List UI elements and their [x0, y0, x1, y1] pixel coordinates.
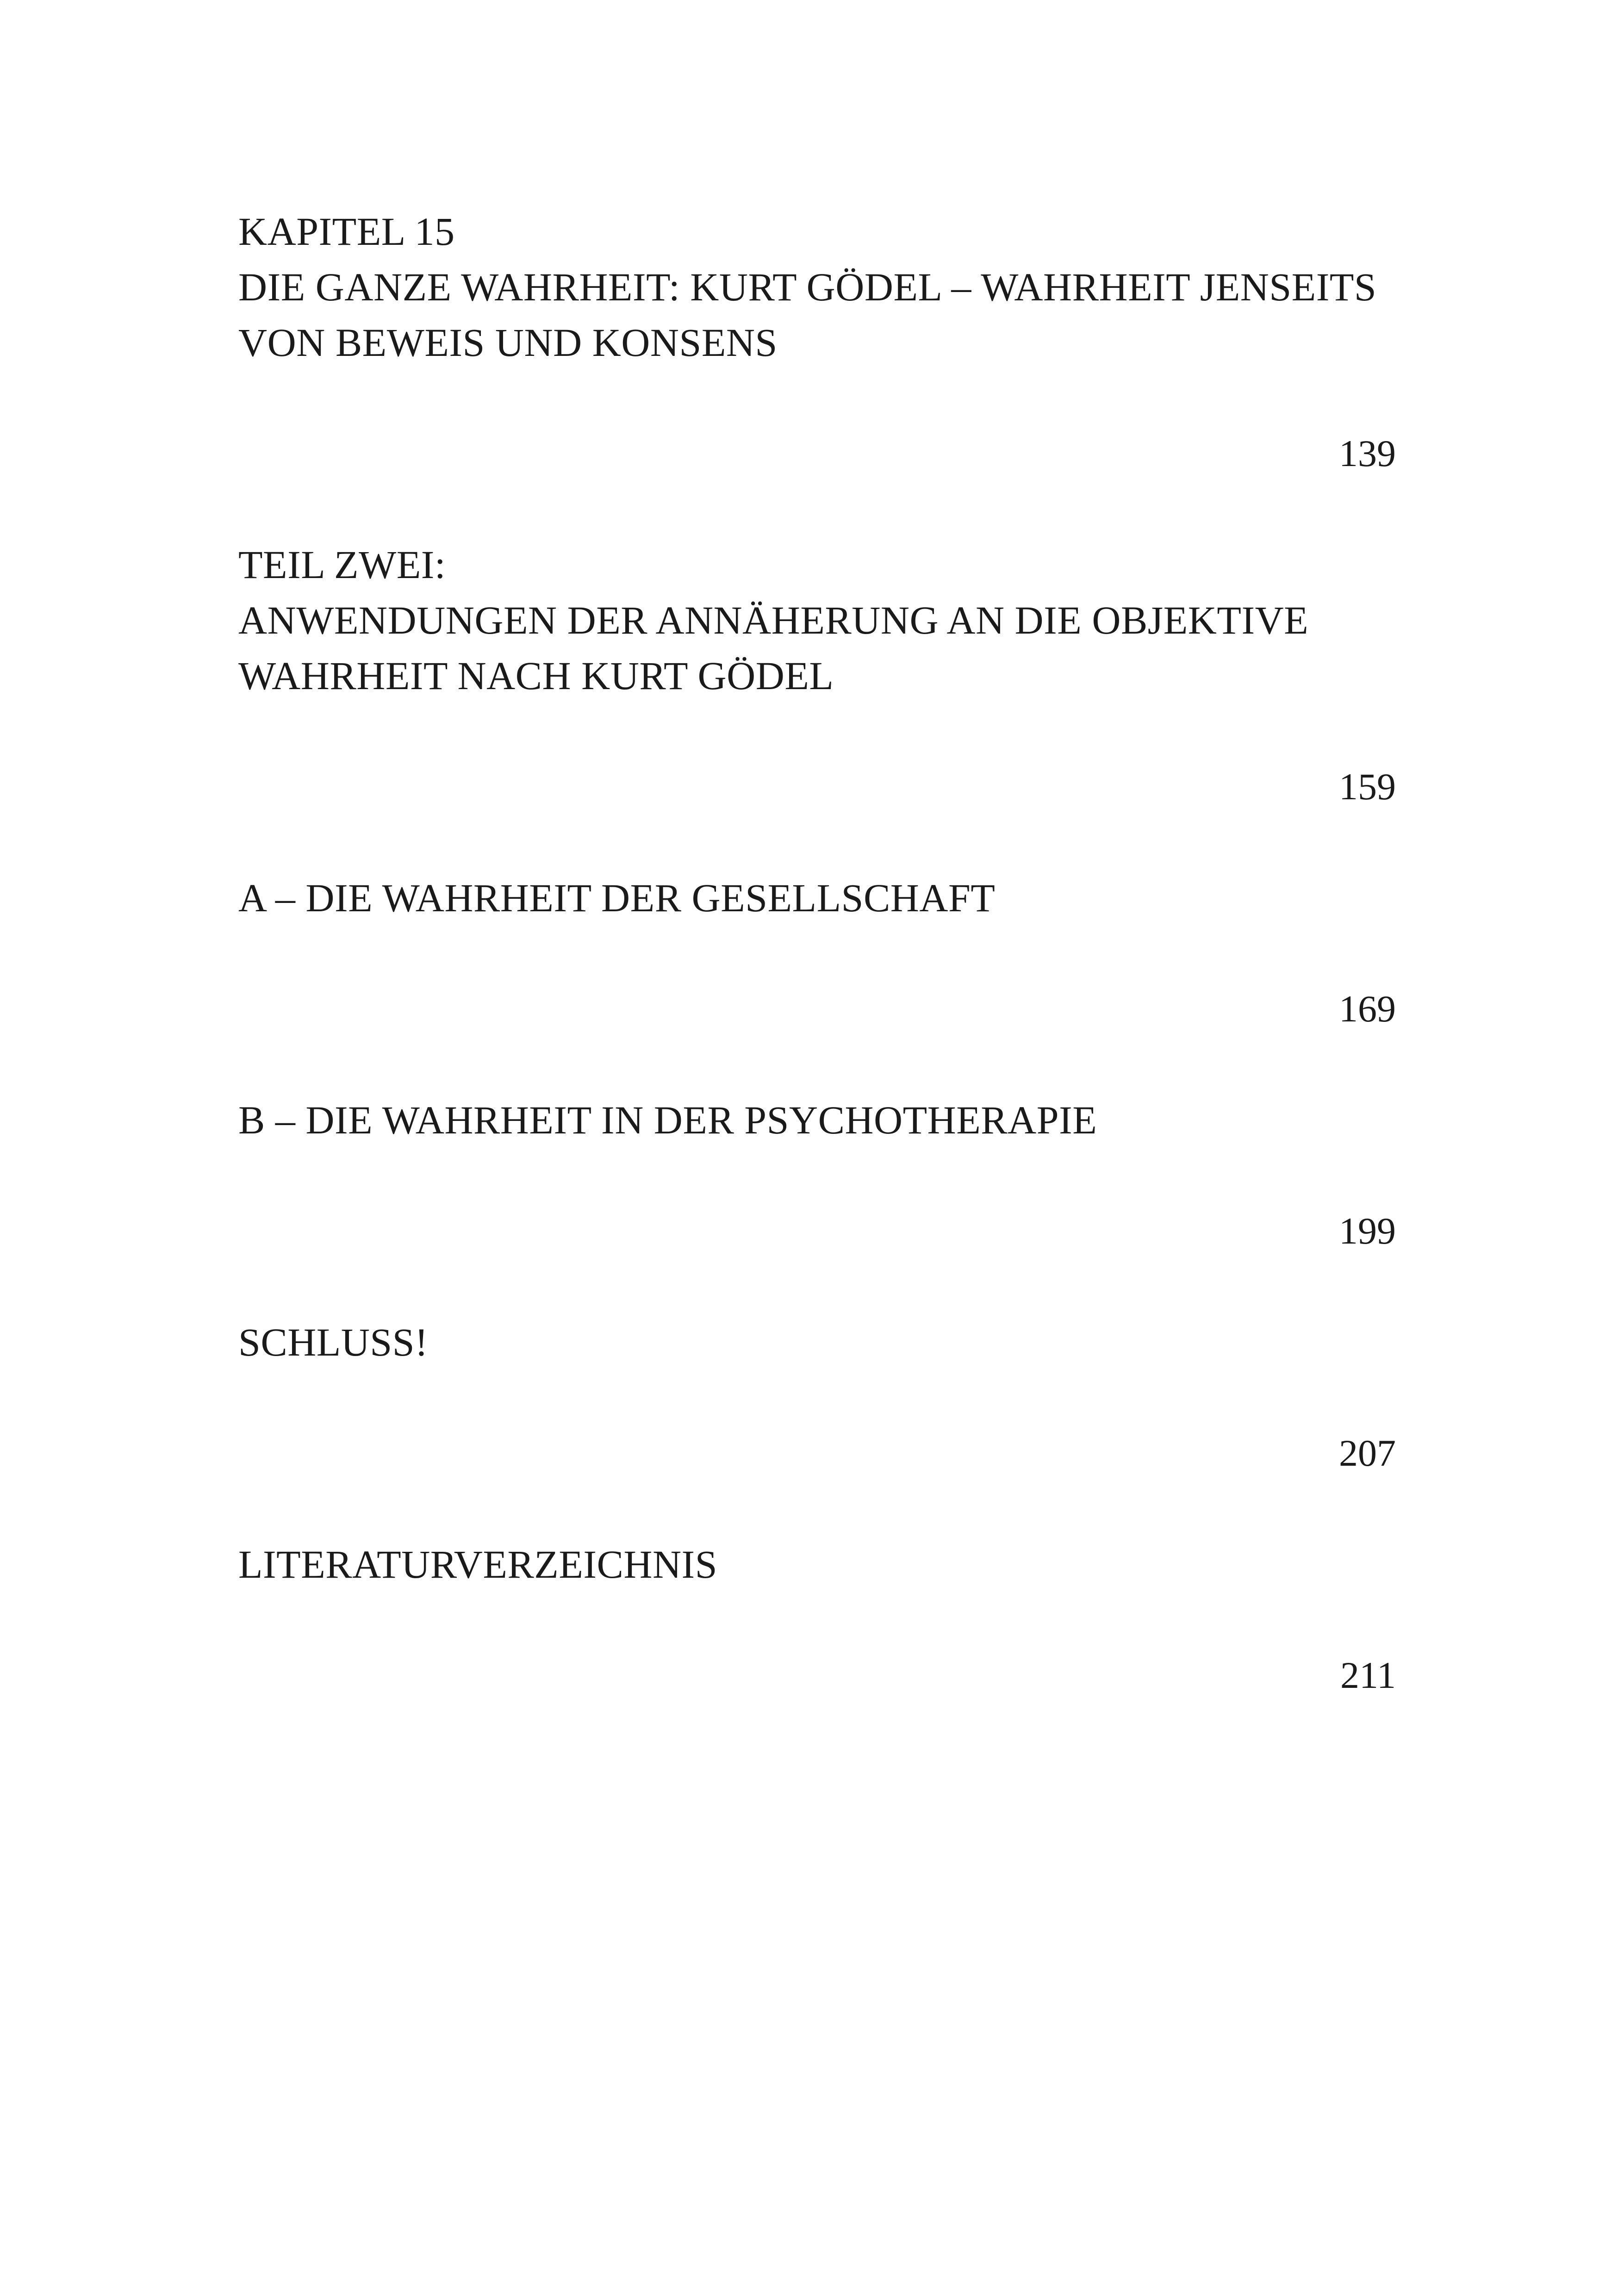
toc-entry-heading-line: SCHLUSS! — [238, 1320, 429, 1364]
toc-page-number: 207 — [1339, 1432, 1396, 1474]
toc-page-number: 139 — [1339, 432, 1396, 474]
toc-entry-heading-line: KAPITEL 15 — [238, 209, 455, 254]
toc-entry-heading-line: B – DIE WAHRHEIT IN DER PSYCHOTHERAPIE — [238, 1098, 1097, 1142]
toc-entry-heading-line: ANWENDUNGEN DER ANNÄHERUNG AN DIE OBJEKTIVE — [238, 598, 1309, 642]
toc-entry-heading-line: DIE GANZE WAHRHEIT: KURT GÖDEL – WAHRHEIT JENSEITS — [238, 265, 1377, 309]
toc-entry-heading-line: VON BEWEIS UND KONSENS — [238, 320, 778, 365]
toc-entry-heading-line: A – DIE WAHRHEIT DER GESELLSCHAFT — [238, 876, 996, 920]
toc-entry-heading-line: TEIL ZWEI: — [238, 542, 446, 587]
toc-page-number: 199 — [1339, 1210, 1396, 1252]
toc-page-number: 169 — [1339, 988, 1396, 1030]
toc-page-number: 211 — [1340, 1654, 1396, 1696]
toc-entry-heading-line: LITERATURVERZEICHNIS — [238, 1542, 718, 1587]
toc-page-number: 159 — [1339, 765, 1396, 808]
toc-entry-heading-line: WAHRHEIT NACH KURT GÖDEL — [238, 653, 834, 698]
